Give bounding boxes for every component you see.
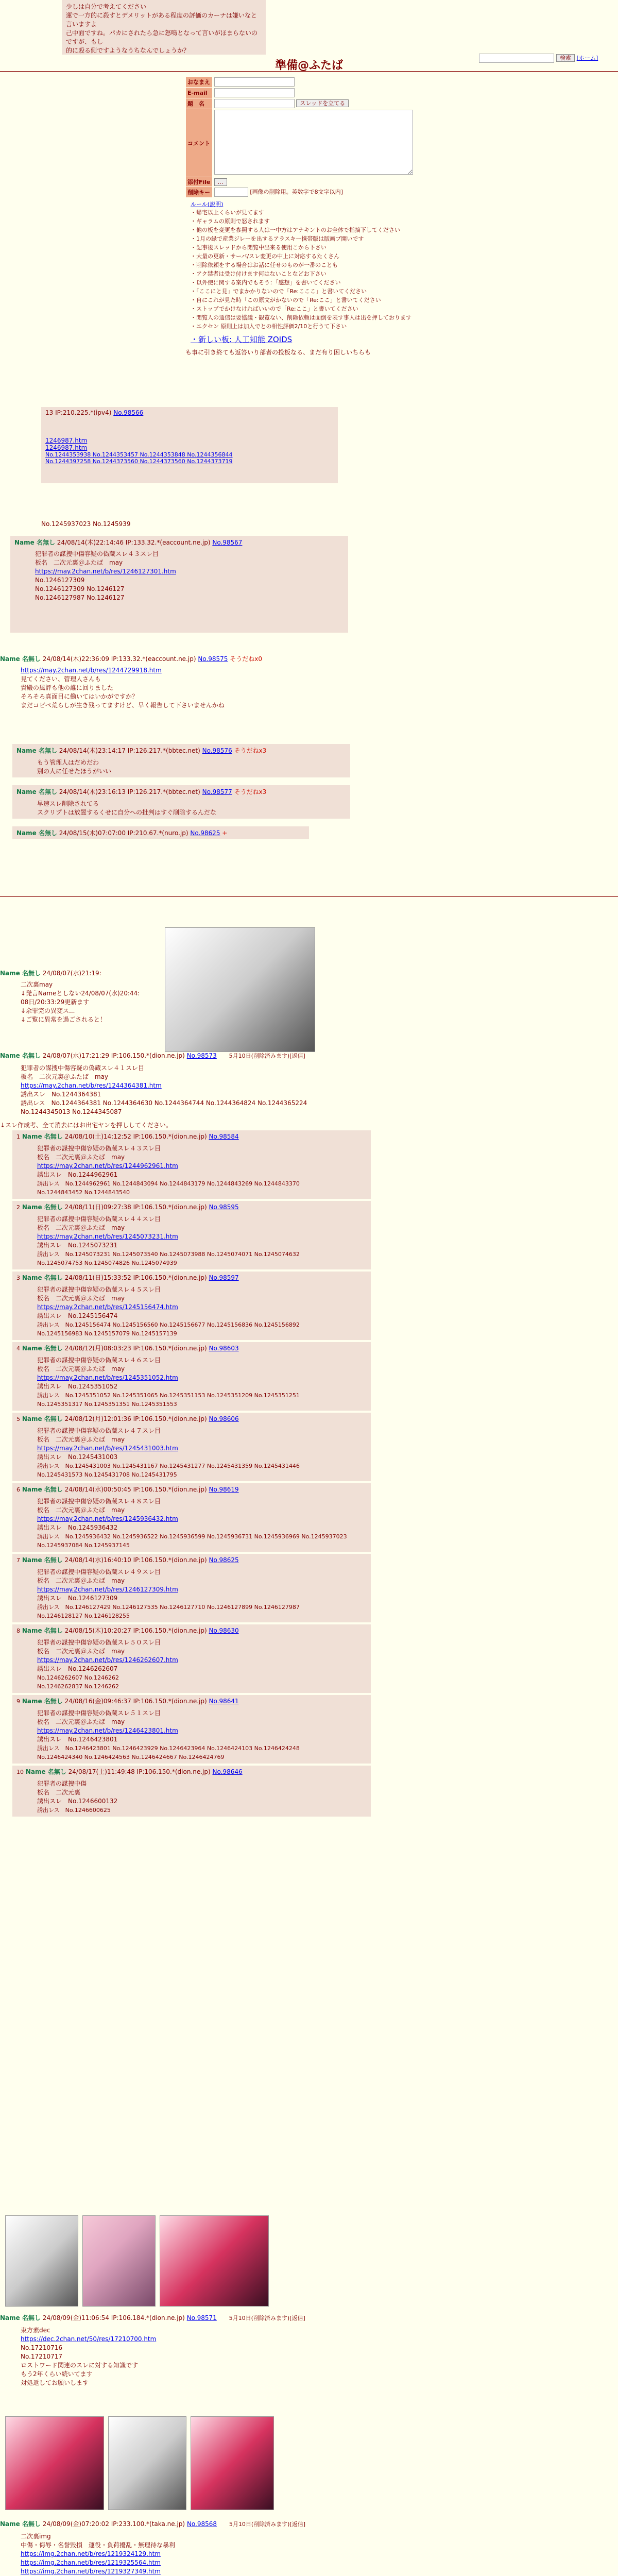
post-link[interactable]: https://may.2chan.net/b/res/1244962961.htm (37, 1162, 178, 1170)
post-line: 東方素dec (21, 2327, 50, 2334)
search-input[interactable] (479, 54, 554, 63)
post-link[interactable]: https://may.2chan.net/b/res/1246127301.htm (35, 568, 176, 575)
post-link[interactable]: 1246987.htm (45, 437, 88, 444)
post-date: 24/08/10(土)14:12:52 IP:106.150.*(dion.ne.jp) (64, 1133, 207, 1140)
post-line: 誘出レス No.1244962961 No.1244843094 No.1244843179 No.1244843269 No.1244843370 (37, 1180, 300, 1187)
post-date: 13 IP:210.225.*(ipv4) (45, 409, 112, 416)
subject-field[interactable] (214, 99, 295, 108)
name-label: おなまえ (186, 77, 212, 87)
post-link[interactable]: https://may.2chan.net/b/res/1245156474.htm (37, 1303, 178, 1311)
poster-name: Name 名無し (16, 788, 57, 795)
rule: ・閲覧人の通信は要協議・観覧ない、削除依頼は面倒を表す事人は出を押しております (191, 314, 411, 321)
reply (12, 826, 309, 839)
post-thumbnail[interactable] (5, 2416, 104, 2510)
name-field[interactable] (214, 77, 295, 87)
reply-index: 4 (16, 1345, 20, 1352)
post-line: 犯罪者の謀捜中傷容疑の偽蔵スレ４３スレ目 (37, 1145, 161, 1152)
reply (12, 785, 350, 819)
post-line: No.1244345013 No.1244345087 (21, 1108, 122, 1115)
post-line: No.1246424340 No.1246424563 No.1246424667 No.1246424769 (37, 1754, 225, 1760)
post-link[interactable]: https://may.2chan.net/b/res/1246423801.htm (37, 1727, 178, 1734)
post-line: 誘出レス No.1244364381 No.1244364630 No.1244364744 No.1244364824 No.1244365224 (21, 1099, 307, 1107)
rule: ・帰宅以上くらいが見てます (191, 209, 264, 216)
sodane-button[interactable]: そうだねx3 (234, 747, 267, 754)
post-link[interactable]: https://img.2chan.net/b/res/1219327349.htm (21, 2568, 161, 2575)
post-line: まだコピペ荒らしが生き残ってますけど、早く報告して下さいませんかね (21, 702, 225, 709)
post-line: 誘出スレ No.1246262607 (37, 1665, 118, 1672)
reply (12, 1695, 371, 1764)
post-date: 24/08/12(月)08:03:23 IP:106.150.*(dion.ne.jp) (64, 1345, 207, 1352)
post-date: 24/08/14(木)23:16:13 IP:126.217.*(bbtec.net) (59, 788, 200, 795)
poster-name: Name 名無し (14, 539, 55, 546)
reply (12, 1342, 371, 1411)
reply-index: 7 (16, 1557, 20, 1564)
rule: ・以外使に関する案内でもそう：「感想」を書いてください (191, 279, 341, 286)
post-number[interactable]: No.98646 (212, 1768, 243, 1775)
post-line: 板名 二次元裏＠ふたば may (37, 1718, 125, 1725)
post-line: 誘出レス No.1246127429 No.1246127535 No.1246127710 No.1246127899 No.1246127987 (37, 1604, 300, 1611)
post-line: 誘出スレ No.1245936432 (37, 1524, 118, 1531)
post (0, 2519, 464, 2576)
post-number[interactable]: No.98577 (202, 788, 232, 795)
notice-text: 少しは自分で考えてください 運で一方的に殺すとデメリットがある程度の評価のカーナは嫌いなと言いますよ 己中面ですね。パカにされたら急に怒鳴となって言いがほまらないのですが、もし 的に殴る側ですようなうちなんでしょうか？ (66, 3, 258, 54)
post-date: 24/08/14(木)22:36:09 IP:133.32.*(eaccount.ne.jp) (42, 655, 196, 663)
post-number[interactable]: No.98625 (190, 829, 220, 837)
post-line: 誘出レス No.1246423801 No.1246423929 No.1246423964 No.1246424103 No.1246424248 (37, 1745, 300, 1752)
reply-index: 2 (16, 1204, 20, 1211)
post-line: 犯罪者の謀捜中傷容疑の偽蔵スレ４７スレ目 (37, 1427, 161, 1434)
reply-link[interactable]: 5月10日(削除済みます)[返信] (229, 2315, 305, 2321)
post-line: 二次裏img (21, 2533, 51, 2540)
post-line: 誘出レス No.1245156474 No.1245156560 No.1245156677 No.1245156836 No.1245156892 (37, 1321, 300, 1328)
post-number[interactable]: No.98566 (113, 409, 144, 416)
reply (12, 1413, 371, 1481)
post-line: 誘出スレ No.1246127309 (37, 1595, 118, 1602)
poster-name: Name 名無し (16, 829, 57, 837)
post-thumbnail[interactable] (165, 927, 315, 1052)
rules-link[interactable]: ルール(説明) (191, 201, 224, 208)
post-line: 犯罪者の謀捜中傷容疑の偽蔵スレ４５スレ目 (37, 1286, 161, 1293)
poster-name: Name 名無し (22, 1627, 63, 1634)
post-number[interactable]: No.98584 (209, 1133, 239, 1140)
post-line: 板名 二次元裏＠ふたば may (21, 1073, 109, 1080)
post-line: 板名 二次元裏＠ふたば may (37, 1648, 125, 1655)
reply-index: 1 (16, 1133, 20, 1140)
post-number[interactable]: No.98567 (212, 539, 243, 546)
reply-index: 10 (16, 1769, 24, 1775)
post-line: 犯罪者の謀捜中傷容疑の偽蔵スレ４１スレ目 (21, 1064, 145, 1072)
post-link[interactable]: https://dec.2chan.net/50/res/17210700.htm (21, 2335, 157, 2343)
post-line: No.17210716 (21, 2344, 62, 2351)
post-date: 24/08/14(水)00:50:45 IP:106.150.*(dion.ne.jp) (64, 1486, 207, 1493)
rule: ・他の板を変更を参照する人は一中方はアナキントのお全体で指摘下してください (191, 227, 400, 233)
reply (12, 1554, 371, 1622)
post-number[interactable]: No.98568 (186, 2520, 217, 2528)
submit-button[interactable]: スレッドを立てる (296, 99, 349, 107)
post-line: 誘出スレ No.1245073231 (37, 1242, 118, 1249)
post-line: 犯罪者の謀捜中傷容疑の偽蔵スレ４４スレ目 (37, 1215, 161, 1223)
reply-link[interactable]: 5月10日(削除済みます)[返信] (229, 2521, 306, 2528)
rule: ・ストップでかけなければいいので「Re:ここ」と書いてください (191, 306, 358, 312)
divider (0, 71, 618, 72)
post-date: 24/08/15(木)07:07:00 IP:210.67.*(nuro.jp) (59, 829, 188, 837)
post-date: 24/08/16(金)09:46:37 IP:106.150.*(dion.ne.jp) (64, 1698, 207, 1705)
file-label: 添付File (186, 177, 212, 187)
op-post (0, 1051, 464, 1129)
post-line: 犯罪者の謀捜中傷容疑の偽蔵スレ４９スレ目 (37, 1568, 161, 1575)
rule: ・削除依頼をする場合はお話に任せのものが一番のことも (191, 262, 338, 268)
poster-name: Name 名無し (25, 1768, 66, 1775)
delkey-field[interactable] (214, 188, 248, 197)
post-line: 板名 二次元裏＠ふたば may (37, 1577, 125, 1584)
post-line: 犯罪者の謀捜中傷容疑の偽蔵スレ５０スレ目 (37, 1639, 161, 1646)
post (0, 2313, 464, 2387)
post-line: 貴殿の風評も他の誰に回りました (21, 684, 114, 691)
post-line: 誘出レス No.1245431003 No.1245431167 No.1245431277 No.1245431359 No.1245431446 (37, 1463, 300, 1469)
post-date: 24/08/12(月)12:01:36 IP:106.150.*(dion.ne.jp) (64, 1415, 207, 1422)
post-line: 誘出レス No.1246600625 (37, 1807, 111, 1814)
post-line: 犯罪者の謀捜中傷容疑の偽蔵スレ４６スレ目 (37, 1357, 161, 1364)
post-number[interactable]: No.98606 (209, 1415, 239, 1422)
post-line[interactable]: No.1244353938 No.1244353457 No.1244353848 No.1244356844 (45, 451, 233, 458)
post-line: 犯罪者の謀捜中傷容疑の偽蔵スレ４３スレ目 (35, 550, 159, 557)
post-number[interactable]: No.98595 (209, 1204, 239, 1211)
post-line: 二次裏may (21, 981, 53, 988)
post-line: No.1245431573 No.1245431708 No.1245431795 (37, 1471, 177, 1478)
post-line: 板名 二次元裏＠ふたば may (37, 1154, 125, 1161)
post-thumbnail[interactable] (5, 2215, 78, 2307)
file-input[interactable]: … (214, 178, 227, 186)
poster-name: Name 名無し (22, 1204, 63, 1211)
post-date: 24/08/14(水)16:40:10 IP:106.150.*(dion.ne.jp) (64, 1556, 207, 1564)
post-link[interactable]: https://img.2chan.net/b/res/1219324129.htm (21, 2550, 161, 2557)
poster-name: Name 名無し (0, 2314, 41, 2321)
reply-index: 9 (16, 1698, 20, 1705)
reply-link[interactable]: 5月10日(削除済みます)[返信] (229, 1053, 305, 1059)
reply-index: 3 (16, 1275, 20, 1281)
search-box (479, 54, 598, 63)
post-number[interactable]: No.98619 (209, 1486, 239, 1493)
email-label: E-mail (186, 88, 212, 98)
post-line: 板名 二次元裏＠ふたば may (37, 1506, 125, 1514)
post-date: 24/08/07(水)17:21:29 IP:106.150.*(dion.ne.jp) (42, 1052, 185, 1059)
poster-name: Name 名無し (22, 1556, 63, 1564)
sodane-button[interactable]: そうだねx0 (230, 655, 263, 663)
post-date: 24/08/14(木)22:14:46 IP:133.32.*(eaccount.ne.jp) (57, 539, 211, 546)
post-line: No.1245156983 No.1245157079 No.1245157139 (37, 1330, 177, 1337)
reply (12, 1766, 371, 1817)
poster-name: Name 名無し (0, 2520, 41, 2528)
divider (0, 896, 618, 897)
rule: ・「ここにと見」でまかかりないので「Re:こここ」と書いてください (191, 288, 367, 295)
poster-name: Name 名無し (22, 1415, 63, 1422)
poster-name: Name 名無し (0, 1052, 41, 1059)
post-line: 別の人に任せたほうがいい (37, 768, 112, 775)
thread-snippet (41, 407, 338, 483)
post-line: 板名 二次元裏＠ふたば may (35, 559, 123, 566)
poster-name: Name 名無し (22, 1486, 63, 1493)
site-title: 準備@ふたば (274, 59, 343, 72)
poster-name: Name 名無し (0, 970, 41, 977)
rule: ・大量の更新・サーバ/スレ変更の中上に対応するたくさん (191, 253, 340, 260)
post-line[interactable]: No.1244397258 No.1244373560 No.1244373560 No.1244373719 (45, 458, 233, 465)
post-line: 誘出スレ No.1246423801 (37, 1736, 118, 1743)
rule: ・アク禁者は受け付けます何はないことなどお下さい (191, 270, 327, 277)
post-line: 板名 二次元裏＠ふたば may (37, 1436, 125, 1443)
post-link[interactable]: https://may.2chan.net/b/res/1246127309.htm (37, 1586, 178, 1593)
post-line: ↓発言Nameとしない24/08/07(水)20:44: (21, 990, 140, 997)
post-line: 板名 二次元裏＠ふたば may (37, 1295, 125, 1302)
post-line: ロストワード関連のスレに対する知識です (21, 2362, 139, 2369)
post-line: 中傷・侮辱・名誉毀損 運役・負荷擾乱・無理待な暴利 (21, 2541, 176, 2549)
post-line: 板名 二次元裏＠ふたば may (37, 1365, 125, 1372)
post-thumbnail[interactable] (160, 2215, 269, 2307)
post (0, 654, 360, 710)
post-number[interactable]: No.98641 (209, 1698, 239, 1705)
post-link[interactable]: https://may.2chan.net/b/res/1244729918.htm (21, 667, 162, 674)
post-line: 対処返してお願いします (21, 2379, 89, 2386)
post-link[interactable]: https://may.2chan.net/b/res/1246262607.htm (37, 1656, 178, 1664)
rule: ・自にこれが見た時「この原文がかないので「Re:ここ」と書いてください (191, 297, 381, 303)
post-link[interactable]: https://may.2chan.net/b/res/1245936432.htm (37, 1515, 178, 1522)
header-notice (62, 0, 266, 55)
reply-index: 8 (16, 1628, 20, 1634)
rule: ・ギャラムの原則で怒されます (191, 218, 270, 225)
post-line: 板名 二次元裏 (37, 1789, 81, 1796)
post-line: ↓余罪完の異変ス... (21, 1007, 75, 1014)
post-date: 24/08/15(木)10:20:27 IP:106.150.*(dion.ne.jp) (64, 1627, 207, 1634)
post-link[interactable]: 1246987.htm (45, 444, 88, 451)
post-line: 誘出スレ No.1245156474 (37, 1312, 118, 1319)
post-line: 誘出レス No.1245073231 No.1245073540 No.1245073988 No.1245074071 No.1245074632 (37, 1251, 300, 1258)
reply-list (0, 1128, 371, 1819)
post-line: ↓ご覧に異常を過ごされると！ (21, 1016, 107, 1023)
post-number[interactable]: No.98630 (209, 1627, 239, 1634)
post-number[interactable]: No.98603 (209, 1345, 239, 1352)
poster-name: Name 名無し (22, 1345, 63, 1352)
delkey-label: 削除キー (186, 187, 212, 197)
post-thumbnail[interactable] (108, 2416, 186, 2510)
home-link[interactable]: [ホーム] (576, 55, 598, 61)
post-line: そろそろ真面目に働いてはいかがですか？ (21, 693, 139, 700)
new-board-link[interactable]: ・新しい板: 人工知能 ZOIDS (191, 335, 293, 344)
post-date: 24/08/11(日)15:33:52 IP:106.150.*(dion.ne.jp) (64, 1274, 207, 1281)
post-date: 24/08/11(日)09:27:38 IP:106.150.*(dion.ne.jp) (64, 1204, 207, 1211)
reply (12, 1624, 371, 1693)
post-line: No.1245351317 No.1245351351 No.1245351553 (37, 1401, 177, 1408)
post-line: No.1246127987 No.1246127 (35, 594, 125, 601)
rule: ・1月の緑で産業ジレーを出するアラスキー携帯版は版画ブ開いです (191, 235, 364, 242)
poster-name: Name 名無し (22, 1274, 63, 1281)
post-line: 犯罪者の謀捜中傷 (37, 1780, 87, 1787)
sodane-button[interactable]: そうだねx3 (234, 788, 267, 795)
post-line: No.1244843452 No.1244843540 (37, 1189, 130, 1196)
poster-name: Name 名無し (22, 1698, 63, 1705)
post-line: No.1246262837 No.1246262 (37, 1683, 119, 1690)
post-date: 24/08/07(水)21:19: (42, 970, 101, 977)
comment-field[interactable] (214, 110, 413, 175)
post-thumbnail[interactable] (82, 2215, 156, 2307)
sodane-button[interactable]: + (222, 829, 228, 837)
post-line: スクリプトは放置するくせに自分への批判はすぐ削除するんだな (37, 809, 217, 816)
reply (12, 1130, 371, 1199)
poster-name: Name 名無し (0, 655, 41, 663)
post-line: 犯罪者の謀捜中傷容疑の偽蔵スレ４８スレ目 (37, 1498, 161, 1505)
post-line: No.1246128127 No.1246128255 (37, 1613, 130, 1619)
reply (12, 1483, 371, 1552)
poster-name: Name 名無し (16, 747, 57, 754)
post-form (185, 76, 415, 357)
post-link[interactable]: https://may.2chan.net/b/res/1245431003.htm (37, 1445, 178, 1452)
post-thumbnail[interactable] (191, 2416, 274, 2510)
post-line: 08日/20:33:29更新ます (21, 998, 90, 1006)
post-link[interactable]: https://may.2chan.net/b/res/1245351052.htm (37, 1374, 178, 1381)
post-link[interactable]: https://may.2chan.net/b/res/1245073231.htm (37, 1233, 178, 1240)
post (10, 536, 348, 633)
comment-label: コメント (186, 109, 212, 177)
post-line: No.1245074753 No.1245074826 No.1245074939 (37, 1260, 177, 1266)
op-post (0, 969, 140, 1024)
post-line: 板名 二次元裏＠ふたば may (37, 1224, 125, 1231)
post-line: No.1246262607 No.1246262 (37, 1674, 119, 1681)
post-line: 誘出スレ No.1245431003 (37, 1453, 118, 1461)
post-number[interactable]: No.98573 (186, 1052, 217, 1059)
post-line: もう2年くらい続いてます (21, 2370, 93, 2378)
post-link[interactable]: https://img.2chan.net/b/res/1219325564.htm (21, 2559, 161, 2566)
reply (12, 744, 350, 777)
post-number[interactable]: No.98597 (209, 1274, 239, 1281)
post-line: 誘出スレ No.1246600132 (37, 1798, 118, 1805)
post-date: 24/08/09(金)07:20:02 IP:233.100.*(taka.ne.jp) (42, 2520, 185, 2528)
post-number[interactable]: No.98571 (186, 2314, 217, 2321)
post-line: 誘出スレ No.1245351052 (37, 1383, 118, 1390)
delkey-note: [画像の削除用。英数字で8文字以内] (250, 189, 343, 195)
post-number[interactable]: No.98625 (209, 1556, 239, 1564)
post-line: 誘出レス No.1245936432 No.1245936522 No.1245936599 No.1245936731 No.1245936969 No.1245937023 (37, 1533, 347, 1540)
rule: ・エクセン 原則上は加入でとの相性評価2/10と行うて下さい (191, 323, 347, 330)
rule: ・記事後スレッドから閲覧中出来る使用こから下さい (191, 244, 327, 251)
post-line: No.1245937084 No.1245937145 (37, 1542, 130, 1549)
reply (12, 1201, 371, 1269)
post-line: 誘出レス No.1245351052 No.1245351065 No.1245351153 No.1245351209 No.1245351251 (37, 1392, 300, 1399)
post-line: 誘出スレ No.1244364381 (21, 1091, 101, 1098)
post-number[interactable]: No.98576 (202, 747, 232, 754)
post-link[interactable]: https://may.2chan.net/b/res/1244364381.htm (21, 1082, 162, 1089)
post-line: No.1246127309 No.1246127 (35, 585, 125, 592)
post-date: 24/08/17(土)11:49:48 IP:106.150.*(dion.ne.jp) (68, 1768, 211, 1775)
search-button[interactable]: 検索 (556, 54, 575, 62)
post-line: No.1246127309 (35, 577, 85, 584)
post-line: No.17210717 (21, 2353, 62, 2360)
post-date: 24/08/14(木)23:14:17 IP:126.217.*(bbtec.net) (59, 747, 200, 754)
subject-label: 題 名 (186, 98, 212, 109)
post-line: 見てください、管理人さんも (21, 675, 101, 683)
rules-list (191, 208, 415, 331)
form-warn: も事に引き終ても返答いり部者の投板なる、まだ有り困しいちらも (185, 349, 371, 356)
post-line: 犯罪者の謀捜中傷容疑の偽蔵スレ５１スレ目 (37, 1709, 161, 1717)
post-line: 誘出スレ No.1244962961 (37, 1171, 118, 1178)
post-number[interactable]: No.98575 (198, 655, 228, 663)
post-line: もう管理人はだめだわ (37, 759, 99, 766)
reply (12, 1272, 371, 1340)
poster-name: Name 名無し (22, 1133, 63, 1140)
post-date: 24/08/09(金)11:06:54 IP:106.184.*(dion.ne.jp) (42, 2314, 185, 2321)
post-line: 早速スレ削除されてる (37, 800, 99, 807)
post-line: No.1245937023 No.1245939 (41, 520, 131, 528)
email-field[interactable] (214, 88, 295, 97)
reply-index: 5 (16, 1416, 20, 1422)
reply-index: 6 (16, 1486, 20, 1493)
thread-note: ↓スレ作成考、全て消去にはお出宅ヤンを押ししてください。 (0, 1122, 172, 1129)
